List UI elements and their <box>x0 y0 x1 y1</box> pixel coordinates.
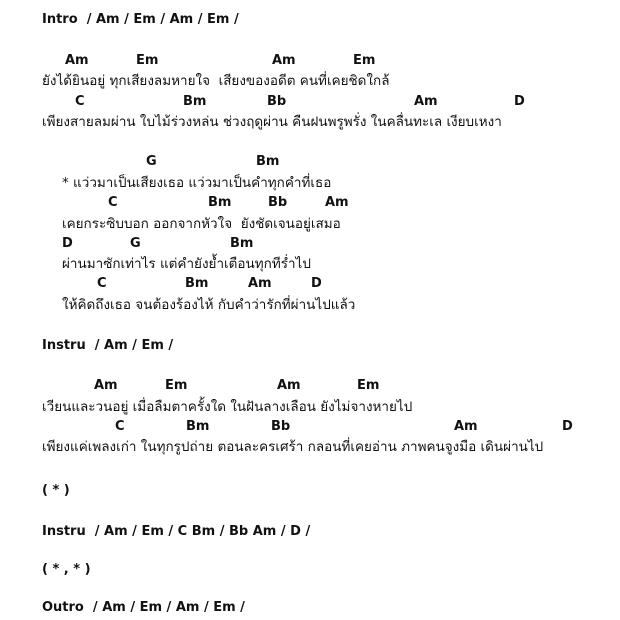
verse-1-chord-line-2 <box>0 94 620 110</box>
instru-line-2: Instru / Am / Em / C Bm / Bb Am / D / <box>42 524 311 539</box>
chord: Em <box>136 53 159 68</box>
chord: Bm <box>185 276 209 291</box>
chord: G <box>146 154 157 169</box>
chord: Am <box>414 94 438 109</box>
chord: Am <box>248 276 272 291</box>
chord: Am <box>272 53 296 68</box>
chord: C <box>75 94 85 109</box>
chord: Bm <box>256 154 280 169</box>
verse-1-chord-line-1 <box>0 53 620 69</box>
repeat-chorus-twice: ( * , * ) <box>42 562 91 577</box>
chord: Em <box>165 378 188 393</box>
chord: Bm <box>208 195 232 210</box>
chord: D <box>62 236 73 251</box>
verse-2-lyric-2: เพียงแค่เพลงเก่า ในทุกรูปถ่าย ตอนละครเศร้า กลอนที่เคยอ่าน ภาพคนจูงมือ เดินผ่านไป <box>42 439 544 455</box>
instru-line-1: Instru / Am / Em / <box>42 338 174 353</box>
chord: C <box>97 276 107 291</box>
outro-line: Outro / Am / Em / Am / Em / <box>42 600 245 615</box>
chord: Bm <box>186 419 210 434</box>
intro-line: Intro / Am / Em / Am / Em / <box>42 12 239 27</box>
chorus-lyric-4: ให้คิดถึงเธอ จนต้องร้องไห้ กับคำว่ารักที่ผ่านไปแล้ว <box>62 297 356 313</box>
chord: Am <box>277 378 301 393</box>
chorus-chord-line-3 <box>0 236 620 252</box>
chord: C <box>108 195 118 210</box>
chord: G <box>130 236 141 251</box>
chorus-chord-line-4 <box>0 276 620 292</box>
chorus-lyric-3: ผ่านมาซักเท่าไร แต่คำยังย้ำเตือนทุกทีร่ำไป <box>62 256 311 272</box>
chorus-chord-line-1 <box>0 154 620 170</box>
chorus-chord-line-2 <box>0 195 620 211</box>
chord: C <box>115 419 125 434</box>
verse-2-chord-line-1 <box>0 378 620 394</box>
chorus-lyric-1: * แว่วมาเป็นเสียงเธอ แว่วมาเป็นคำทุกคำที่เธอ <box>62 175 332 191</box>
chord: Em <box>353 53 376 68</box>
repeat-chorus-once: ( * ) <box>42 483 70 498</box>
verse-2-chord-line-2 <box>0 419 620 435</box>
chord: Bm <box>183 94 207 109</box>
chord: D <box>562 419 573 434</box>
chord: Em <box>357 378 380 393</box>
chord: D <box>311 276 322 291</box>
chord: Am <box>94 378 118 393</box>
verse-1-lyric-2: เพียงสายลมผ่าน ใบไม้ร่วงหล่น ช่วงฤดูผ่าน คืนฝนพรูพรั่ง ในคลื่นทะเล เงียบเหงา <box>42 114 502 130</box>
verse-2-lyric-1: เวียนและวนอยู่ เมื่อลืมตาครั้งใด ในฝันลางเลือน ยังไม่จางหายไป <box>42 399 413 415</box>
chord: Bb <box>268 195 288 210</box>
chord: Am <box>325 195 349 210</box>
verse-1-lyric-1: ยังได้ยินอยู่ ทุกเสียงลมหายใจ เสียงของอดีต คนที่เคยชิดใกล้ <box>42 73 390 89</box>
chord: Bb <box>267 94 287 109</box>
chord: D <box>514 94 525 109</box>
chord: Bb <box>271 419 291 434</box>
chord: Bm <box>230 236 254 251</box>
chord: Am <box>65 53 89 68</box>
chorus-lyric-2: เคยกระซิบบอก ออกจากหัวใจ ยังชัดเจนอยู่เสมอ <box>62 216 341 232</box>
chord: Am <box>454 419 478 434</box>
